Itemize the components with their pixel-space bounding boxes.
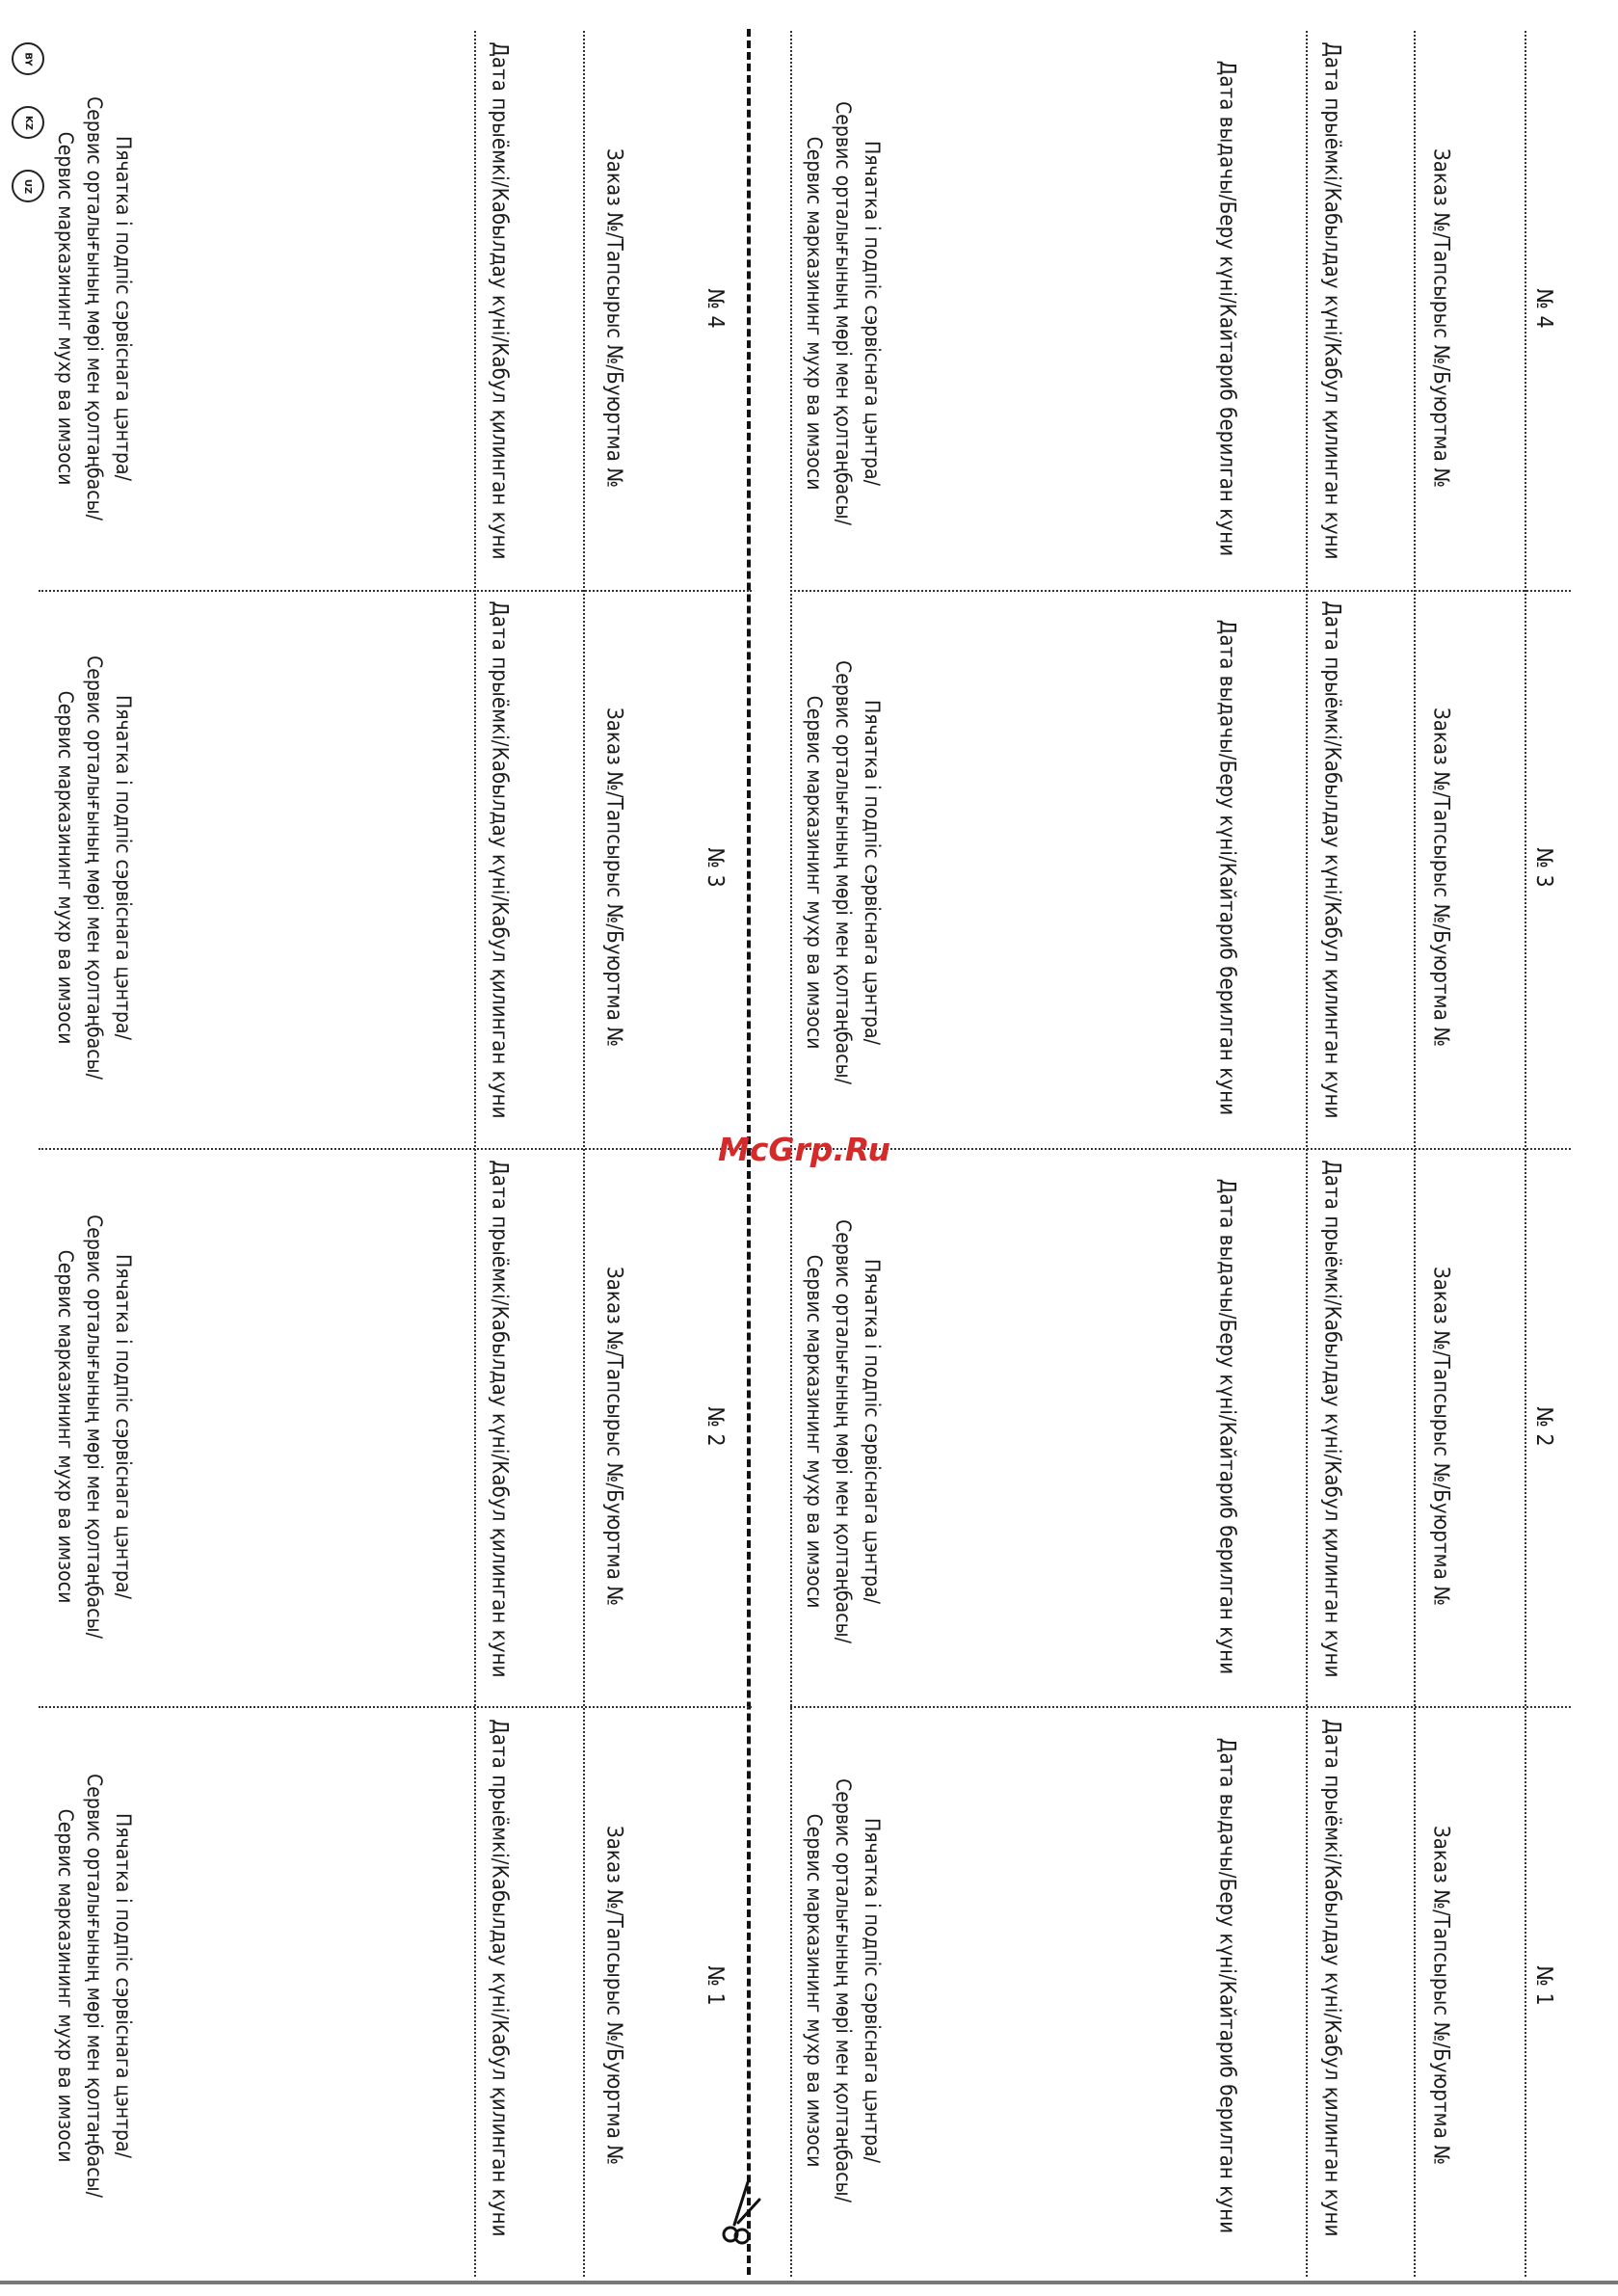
coupon-1-number-left: № 1 bbox=[703, 1965, 728, 2006]
coupon-2-received-right: Дата прыёмкі/Кабылдау күні/Кабул қилинган куни bbox=[1319, 1160, 1344, 1678]
scissors-icon bbox=[711, 2180, 769, 2248]
coupon-4-stamp-right: Пячатка і подпіс сэрвіснага цэнтра/ Сервис орталығының мөрі мен қолтаңбасы/ Сервис марказининг мухр ва имзоси bbox=[803, 101, 884, 525]
coupon-1-order-left: Заказ №/Тапсырыс №/Буюртма № bbox=[601, 1825, 626, 2166]
coupon-4-stamp-left: Пячатка і подпіс сэрвіснага цэнтра/ Сервис орталығының мөрі мен қолтаңбасы/ Сервис марказининг мухр ва имзоси bbox=[54, 96, 135, 521]
coupon-3-stamp-right: Пячатка і подпіс сэрвіснага цэнтра/ Сервис орталығының мөрі мен қолтаңбасы/ Сервис марказининг мухр ва имзоси bbox=[803, 660, 884, 1084]
coupon-2-number-left: № 2 bbox=[703, 1406, 728, 1447]
coupon-2-received-left: Дата прыёмкі/Кабылдау күні/Кабул қилинган куни bbox=[487, 1160, 512, 1678]
coupon-3-received-left: Дата прыёмкі/Кабылдау күні/Кабул қилинган куни bbox=[487, 601, 512, 1119]
badge-kz: KZ bbox=[12, 106, 44, 139]
badge-by: BY bbox=[12, 42, 44, 75]
coupon-4-order-right: Заказ №/Тапсырыс №/Буюртма № bbox=[1428, 147, 1453, 489]
separator-right-2 bbox=[1306, 31, 1308, 2277]
coupon-1-stamp-right: Пячатка і подпіс сэрвіснага цэнтра/ Сервис орталығының мөрі мен қолтаңбасы/ Сервис марказининг мухр ва имзоси bbox=[803, 1778, 884, 2203]
row-divider-right-2 bbox=[790, 1148, 1571, 1150]
coupon-3-number-right: № 3 bbox=[1531, 847, 1556, 888]
coupon-1-issued: Дата выдачы/Беру күні/Кайтариб берилган куни bbox=[1214, 1737, 1239, 2234]
coupon-4-order-left: Заказ №/Тапсырыс №/Буюртма № bbox=[601, 147, 626, 489]
coupon-2-stamp-left: Пячатка і подпіс сэрвіснага цэнтра/ Сервис орталығының мөрі мен қолтаңбасы/ Сервис марказининг мухр ва имзоси bbox=[54, 1215, 135, 1639]
row-divider-left-3 bbox=[39, 1706, 752, 1708]
bottom-rule bbox=[0, 2281, 1618, 2284]
coupon-3-order-right: Заказ №/Тапсырыс №/Буюртма № bbox=[1428, 707, 1453, 1048]
coupon-2-number-right: № 2 bbox=[1531, 1406, 1556, 1447]
coupon-3-issued: Дата выдачы/Беру күні/Кайтариб берилган куни bbox=[1214, 619, 1239, 1116]
coupon-1-stamp-left: Пячатка і подпіс сэрвіснага цэнтра/ Сервис орталығының мөрі мен қолтаңбасы/ Сервис марказининг мухр ва имзоси bbox=[54, 1774, 135, 2198]
coupon-1-number-right: № 1 bbox=[1531, 1965, 1556, 2006]
coupon-4-issued: Дата выдачы/Беру күні/Кайтариб берилган куни bbox=[1214, 60, 1239, 557]
coupon-1-received-right: Дата прыёмкі/Кабылдау күні/Кабул қилинган куни bbox=[1319, 1719, 1344, 2237]
coupon-4-number-left: № 4 bbox=[703, 288, 728, 329]
coupon-2-issued: Дата выдачы/Беру күні/Кайтариб берилган куни bbox=[1214, 1178, 1239, 1675]
separator-left-3 bbox=[474, 31, 476, 2277]
coupon-4-number-right: № 4 bbox=[1531, 288, 1556, 329]
row-divider-right-3 bbox=[790, 1706, 1571, 1708]
coupon-2-order-right: Заказ №/Тапсырыс №/Буюртма № bbox=[1428, 1266, 1453, 1607]
coupon-3-order-left: Заказ №/Тапсырыс №/Буюртма № bbox=[601, 707, 626, 1048]
separator-right-1 bbox=[1414, 31, 1416, 2277]
row-divider-left-2 bbox=[39, 1148, 752, 1150]
separator-left-2 bbox=[583, 31, 585, 2277]
separator-right-outer bbox=[1525, 31, 1526, 2277]
coupon-4-received-left: Дата прыёмкі/Кабылдау күні/Кабул қилинган куни bbox=[487, 41, 512, 560]
badge-uz: UZ bbox=[12, 170, 44, 202]
coupon-3-stamp-left: Пячатка і подпіс сэрвіснага цэнтра/ Сервис орталығының мөрі мен қолтаңбасы/ Сервис марказининг мухр ва имзоси bbox=[54, 655, 135, 1080]
watermark: McGrp.Ru bbox=[718, 1131, 891, 1168]
coupon-4-received-right: Дата прыёмкі/Кабылдау күні/Кабул қилинган куни bbox=[1319, 41, 1344, 560]
coupon-1-received-left: Дата прыёмкі/Кабылдау күні/Кабул қилинган куни bbox=[487, 1719, 512, 2237]
coupon-1-order-right: Заказ №/Тапсырыс №/Буюртма № bbox=[1428, 1825, 1453, 2166]
row-divider-right-1 bbox=[790, 590, 1571, 592]
row-divider-left-1 bbox=[39, 590, 752, 592]
coupon-2-order-left: Заказ №/Тапсырыс №/Буюртма № bbox=[601, 1266, 626, 1607]
coupon-2-stamp-right: Пячатка і подпіс сэрвіснага цэнтра/ Сервис орталығының мөрі мен қолтаңбасы/ Сервис марказининг мухр ва имзоси bbox=[803, 1219, 884, 1643]
coupon-3-number-left: № 3 bbox=[703, 847, 728, 888]
coupon-3-received-right: Дата прыёмкі/Кабылдау күні/Кабул қилинган куни bbox=[1319, 601, 1344, 1119]
